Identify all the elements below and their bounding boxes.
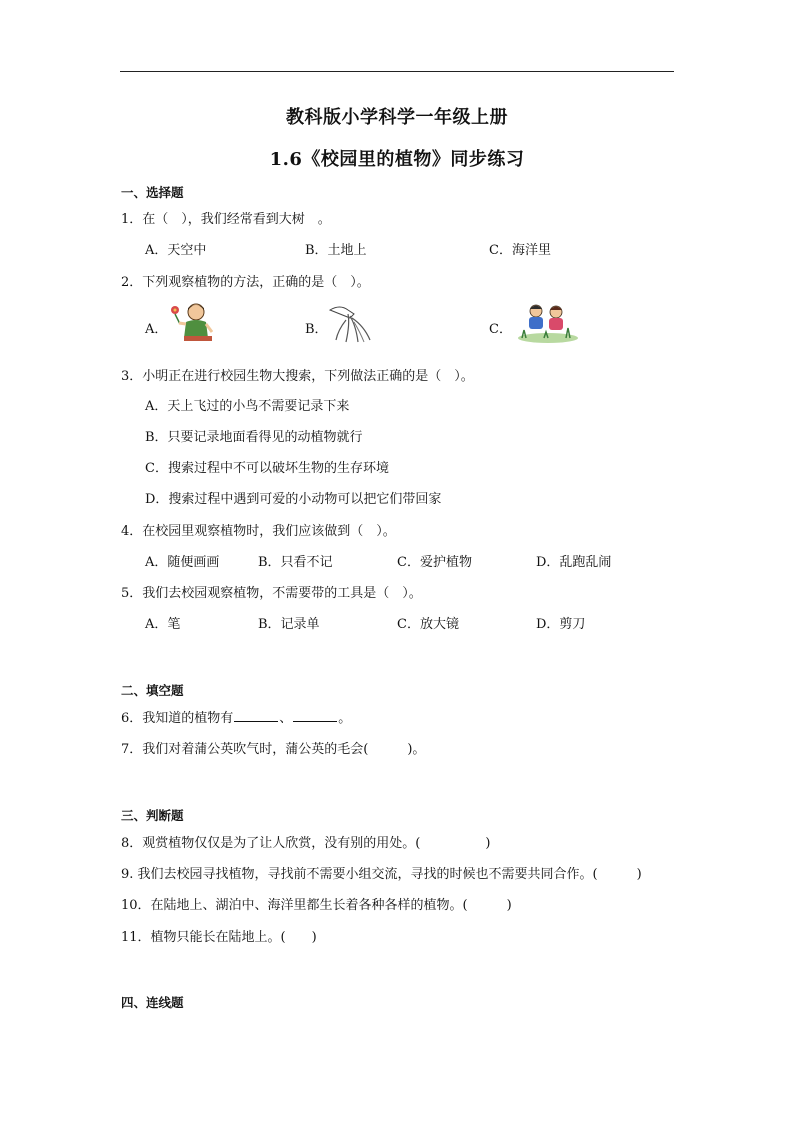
- q3-option-a: A．天上飞过的小鸟不需要记录下来: [145, 399, 350, 414]
- section-matching: 四、连线题: [121, 995, 184, 1010]
- q6-text-after: 。: [338, 711, 352, 726]
- q4-option-a: A．随便画画: [145, 555, 220, 570]
- question-9: 9. 我们去校园寻找植物，寻找前不需要小组交流，寻找的时候也不需要共同合作。( ): [121, 867, 642, 882]
- q4-option-c: C．爱护植物: [397, 555, 472, 570]
- q3-option-d: D．搜索过程中遇到可爱的小动物可以把它们带回家: [145, 492, 442, 507]
- question-1: 1．在（ ），我们经常看到大树 。: [121, 212, 331, 227]
- doc-subtitle: 1.6《校园里的植物》同步练习: [269, 149, 525, 170]
- hand-picking-plant-illustration: [326, 300, 378, 344]
- question-3: 3．小明正在进行校园生物大搜索，下列做法正确的是（ ）。: [121, 369, 474, 384]
- q5-option-a: A．笔: [145, 617, 181, 632]
- q2-option-c: C．: [489, 322, 512, 337]
- children-observing-plants-illustration: [514, 300, 580, 344]
- q4-option-d: D．乱跑乱闹: [536, 555, 612, 570]
- q5-option-d: D．剪刀: [536, 617, 586, 632]
- header-rule: [120, 71, 674, 72]
- section-fill-blank: 二、填空题: [121, 683, 184, 698]
- question-8: 8．观赏植物仅仅是为了让人欣赏，没有别的用处。( ): [121, 836, 491, 851]
- q6-blank-1[interactable]: [234, 709, 278, 722]
- question-11: 11．植物只能长在陆地上。( ): [121, 930, 317, 945]
- question-10: 10．在陆地上、湖泊中、海洋里都生长着各种各样的植物。( ): [121, 898, 512, 913]
- question-2: 2．下列观察植物的方法，正确的是（ ）。: [121, 275, 370, 290]
- q3-option-c: C．搜索过程中不可以破坏生物的生存环境: [145, 461, 389, 476]
- q6-blank-2[interactable]: [293, 709, 337, 722]
- q3-option-b: B．只要记录地面看得见的动植物就行: [145, 430, 363, 445]
- q4-option-b: B．只看不记: [258, 555, 333, 570]
- q2-option-b: B．: [305, 322, 328, 337]
- child-with-flower-illustration: [168, 300, 224, 342]
- q5-option-c: C．放大镜: [397, 617, 459, 632]
- section-true-false: 三、判断题: [121, 808, 184, 823]
- q6-text-before: 6．我知道的植物有: [121, 711, 234, 726]
- doc-title: 教科版小学科学一年级上册: [286, 107, 508, 128]
- question-5: 5．我们去校园观察植物，不需要带的工具是（ ）。: [121, 586, 422, 601]
- q6-separator: 、: [279, 711, 293, 726]
- q1-option-a: A．天空中: [145, 243, 207, 258]
- q2-option-a: A．: [145, 322, 168, 337]
- section-choice: 一、选择题: [121, 185, 184, 200]
- question-7: 7．我们对着蒲公英吹气时，蒲公英的毛会( )。: [121, 742, 426, 757]
- q1-option-c: C．海洋里: [489, 243, 551, 258]
- question-6: [121, 707, 351, 726]
- q1-option-b: B．土地上: [305, 243, 367, 258]
- question-4: 4．在校园里观察植物时，我们应该做到（ ）。: [121, 524, 396, 539]
- q5-option-b: B．记录单: [258, 617, 320, 632]
